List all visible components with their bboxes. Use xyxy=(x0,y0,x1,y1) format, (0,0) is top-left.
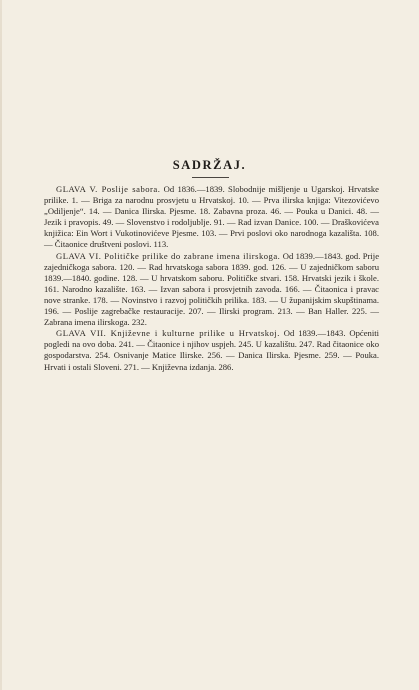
page-edge-shadow xyxy=(0,0,2,690)
page-title: SADRŽAJ. xyxy=(172,158,247,172)
title-underline xyxy=(192,177,229,178)
table-of-contents xyxy=(44,184,379,373)
chapter-text: Od 1836.—1839. Slobodnije mišljenje u Ugarskoj. Hrvatske prilike. 1. — Briga za narodnu prosvjetu u Hrvatskoj. 10. — Prva ilirska knjiga: Vitezovićevo „Odiljenje“. 14. — Danica Ilirska. Pjesme. 18. Zabavna proza. 46. — Pouka u Danici. 48. — Jezik i pravopis. 49. — Slovenstvo i rodoljublje. 91. — Rad izvan Danice. 100. — Draškovićeva knjižica: Ein Wort i Vukotinovićeve Pjesme. 103. — Prvi poslovi oko narodnoga kazališta. 108. — Čitaonice društveni poslovi. 113. xyxy=(44,184,379,250)
chapter-entry-vi xyxy=(44,251,379,329)
chapter-entry-v xyxy=(44,184,379,251)
chapter-text: Od 1839.—1843. Općeniti pogledi na ovo doba. 241. — Čitaonice i njihov uspjeh. 245. U kazalištu. 247. Rad čitaonice oko gospodarstva. 254. Osnivanje Matice Ilirske. 256. — Danica Ilirska. Pjesme. 259. — Pouka. Hrvati i ostali Sloveni. 271. — Književna izdanja. 286. xyxy=(44,328,379,372)
chapter-heading: GLAVA VI. Političke prilike do zabrane imena ilirskoga. xyxy=(56,250,281,261)
chapter-entry-vii xyxy=(44,328,379,372)
chapter-text: Od 1839.—1843. god. Prije zajedničkoga sabora. 120. — Rad hrvatskoga sabora 1839. god. 126. — U zajedničkom saboru 1839.—1840. godine. 128. — U hrvatskom saboru. Političke stvari. 158. Hrvatski jezik i škole. 161. Narodno kazalište. 163. — Izvan sabora i prosvjetnih zavoda. 166. — Čitaonica i pravac nove stranke. 178. — Novinstvo i razvoj političkih prilika. 183. — U županijskim skupštinama. 196. — Poslije zagrebačke restauracije. 207. — Ilirski program. 213. — Ban Haller. 225. — Zabrana imena ilirskoga. 232. xyxy=(44,250,380,328)
chapter-heading: GLAVA V. Poslije sabora. xyxy=(56,184,161,194)
chapter-heading: GLAVA VII. Književne i kulturne prilike u Hrvatskoj. xyxy=(56,328,280,339)
